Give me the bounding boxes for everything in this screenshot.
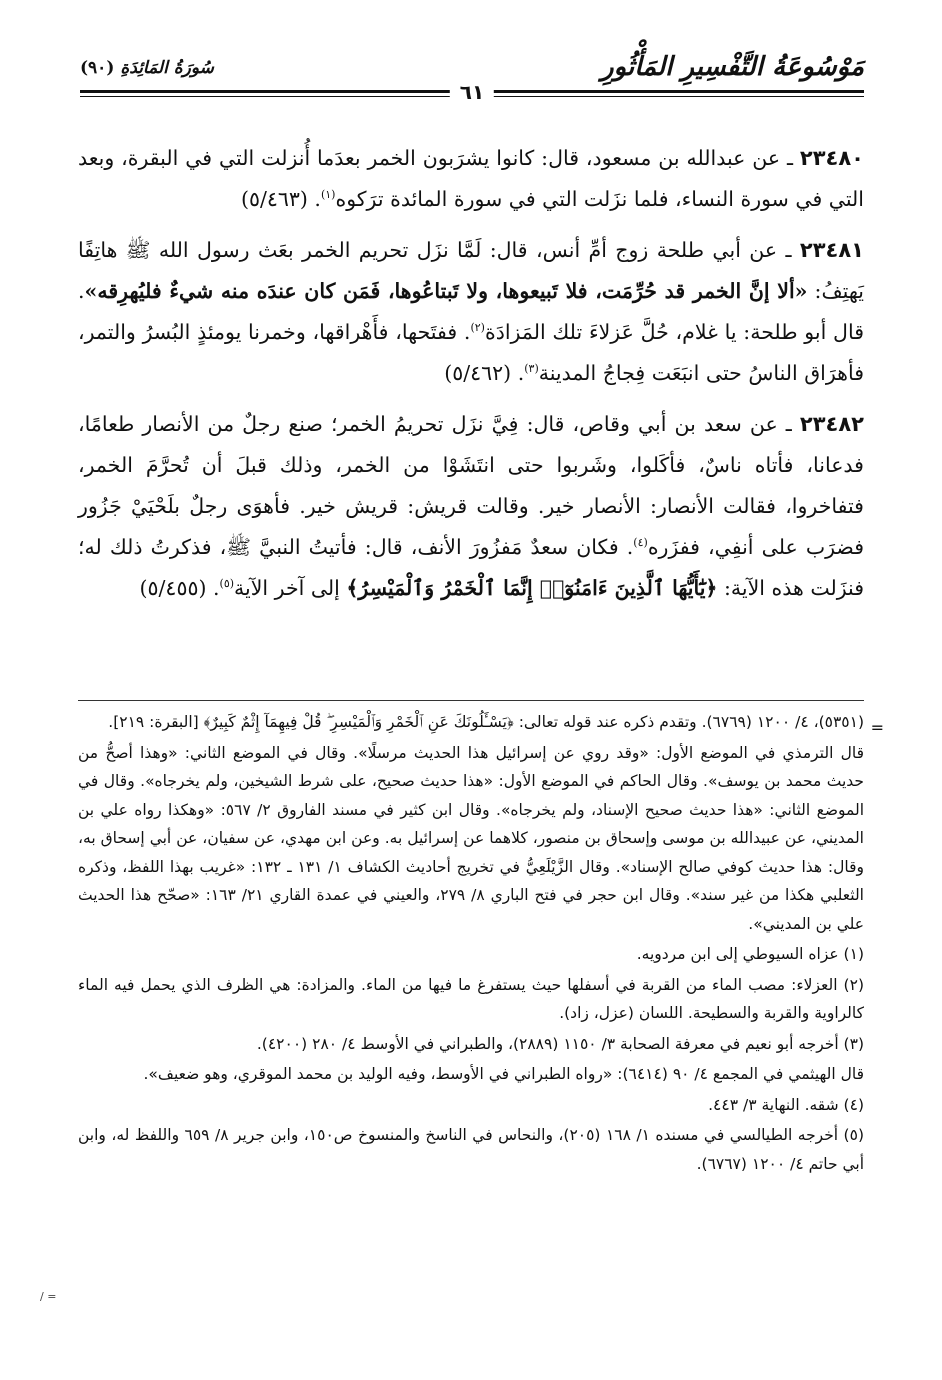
quran-ayah: ﴿يَٰٓأَيُّهَا ٱلَّذِينَ ءَامَنُوٓا۟ إِنَّمَا ٱلْخَمْرُ وَٱلْمَيْسِرُ﴾ bbox=[346, 576, 718, 600]
margin-mark: ∕ = bbox=[40, 1290, 57, 1303]
footnote: (٥٣٥١)، ٤/ ١٢٠٠ (٦٧٦٩). وتقدم ذكره عند قوله تعالى: ﴿يَسْـَٔلُونَكَ عَنِ ٱلْخَمْرِ وَٱلْمَيْسِرِ ۖ قُلْ فِيهِمَآ إِثْمٌ كَبِيرٌ﴾ [البقرة: ٢١٩]. bbox=[108, 713, 864, 731]
footnote-marker: (٤) bbox=[633, 536, 648, 550]
hadith-text: إلى آخر الآية bbox=[234, 576, 340, 600]
hadith-entry bbox=[78, 230, 864, 394]
series-title: مَوْسُوعَةُ التَّفْسِيرِ المَأْثُورِ bbox=[601, 52, 864, 82]
surah-number: (٩٠) bbox=[80, 58, 115, 78]
hadith-text-tail: . bbox=[314, 187, 321, 211]
hadith-number: ٢٣٤٨٢ bbox=[799, 412, 864, 436]
footnote-marker: (٥) bbox=[219, 577, 235, 591]
surah-heading bbox=[80, 58, 214, 78]
hadith-text-tail: . bbox=[517, 361, 525, 385]
footnote: قال الترمذي في الموضع الأول: «وقد روي عن إسرائيل هذا الحديث مرسلًا». وقال في الموضع الثاني: «وهذا أصحُّ من حديث محمد بن يوسف». وقال الحاكم في الموضع الأول: «هذا حديث صحيح، على شرط الشيخين، ولم يخرجاه». وقال في الموضع الثاني: «هذا حديث صحيح الإسناد، ولم يخرجاه». وقال ابن كثير في مسند الفاروق ٢/ ٥٦٧: «وهكذا رواه علي بن المديني، عن عبيدالله بن موسى وإسحاق بن منصور، كلاهما عن إسرائيل به. وعن ابن مهدي، عن سفيان، عن أبي إسحاق به، وقال: هذا حديث كوفي صالح الإسناد». وقال الزَّيْلَعِيُّ في تخريج أحاديث الكشاف ١/ ١٣١ ـ ١٣٢: «غريب بهذا اللفظ، وذكره الثعلبي هكذا من غير سند». وقال ابن حجر في فتح الباري ٨/ ٢٧٩، والعيني في عمدة القاري ٢١/ ١٦٣: «صحّح هذا الحديث علي بن المديني». bbox=[78, 743, 865, 933]
footnote: قال الهيثمي في المجمع ٤/ ٩٠ (٦٤١٤): «رواه الطبراني في الأوسط، وفيه الوليد بن محمد الموقري، وهو ضعيف». bbox=[143, 1065, 864, 1083]
footnote: (٢) العزلاء: مصب الماء من القربة في أسفلها حيث يستفرغ ما فيها من الماء. والمزادة: هي الظرف الذي يحمل فيه الماء كالراوية والقربة والسطيحة. اللسان (عزل، زاد). bbox=[78, 975, 864, 1022]
continuation-mark: = bbox=[870, 718, 884, 737]
hadith-text: ـ عن عبدالله بن مسعود، قال: كانوا يشرَبون الخمر بعدَما أُنزلت التي في البقرة، وبعد التي في سورة النساء، فلما نزَلت التي في سورة المائدة ترَكوه bbox=[78, 146, 864, 211]
hadith-text: . قال أبو طلحة: يا غلام، حُلَّ عَزلاءَ تلك المَزادَة bbox=[78, 279, 864, 344]
hadith-text-tail: . bbox=[213, 576, 220, 600]
footnote-marker: (٣) bbox=[524, 362, 539, 376]
surah-name: سُورَةُ المَائِدَةِ bbox=[120, 58, 214, 78]
footnote: (٤) شقه. النهاية ٣/ ٤٤٣. bbox=[708, 1095, 864, 1114]
page-number: ٦١ bbox=[459, 80, 485, 104]
hadith-reference: (٥/٤٥٥) bbox=[139, 576, 207, 600]
hadith-quote: «ألا إنَّ الخمر قد حُرِّمَت، فلا تَبيعوها، ولا تَبتاعُوها، فَمَن كان عندَه منه شيءٌ فليُهرِقه» bbox=[84, 279, 808, 303]
footnote-marker: (١) bbox=[320, 188, 336, 202]
hadith-reference: (٥/٤٦٣) bbox=[240, 187, 308, 211]
main-text bbox=[78, 138, 864, 619]
hadith-text: ـ عن أبي طلحة زوج أمِّ أنس، قال: لَمَّا نزَل تحريم الخمر بعَث رسول الله ﷺ هاتِفًا يَهتِفُ: bbox=[78, 238, 864, 303]
hadith-reference: (٥/٤٦٢) bbox=[444, 361, 512, 385]
footnote: (١) عزاه السيوطي إلى ابن مردويه. bbox=[636, 945, 864, 963]
hadith-number: ٢٣٤٨٠ bbox=[799, 146, 864, 170]
hadith-number: ٢٣٤٨١ bbox=[799, 238, 864, 262]
page-header bbox=[80, 52, 864, 112]
hadith-entry bbox=[78, 404, 864, 609]
footnote-marker: (٢) bbox=[470, 321, 485, 335]
hadith-text: ـ عن سعد بن أبي وقاص، قال: فِيَّ نزَل تحريمُ الخمر؛ صنع رجلٌ من الأنصار طعامًا، فدعانا، فأتاه ناسٌ، فأكَلوا، وشَربوا حتى انتَشَوْا من الخمر، وذلك قبلَ أن تُحرَّمَ الخمر، فتفاخروا، فقالت الأنصار: الأنصار خير. وقالت قريش: قريش خير. فأهوَى رجلٌ بلَحْيَيْ جَزُور فضرَب على أنفِي، ففزَره bbox=[78, 412, 864, 559]
footnote: (٥) أخرجه الطيالسي في مسنده ١/ ١٦٨ (٢٠٥)، والنحاس في الناسخ والمنسوخ ص١٥٠، وابن جرير ٨/ ٦٥٩ واللفظ له، وابن أبي حاتم ٤/ ١٢٠٠ (٦٧٦٧). bbox=[78, 1126, 864, 1173]
hadith-entry bbox=[78, 138, 864, 220]
footnote: (٣) أخرجه أبو نعيم في معرفة الصحابة ٣/ ١١٥٠ (٢٨٨٩)، والطبراني في الأوسط ٤/ ٢٨٠ (٤٢٠٠). bbox=[256, 1034, 864, 1053]
footnotes bbox=[78, 708, 864, 1180]
footnote-divider bbox=[78, 700, 864, 701]
page-number-group bbox=[450, 80, 494, 104]
hadith-text: . فكان سعدٌ مَفزُورَ الأنف، قال: فأتيتُ النبيَّ ﷺ، فذكرتُ ذلك له؛ فنزَلت هذه الآية: bbox=[78, 535, 864, 600]
hadith-text: . ففتَحها، فأَهْراقها، وخمرنا يومئذٍ البُسرُ والتمر، فأهرَاق الناسُ حتى انبَعَت فِجاجُ المدينة bbox=[78, 320, 864, 385]
